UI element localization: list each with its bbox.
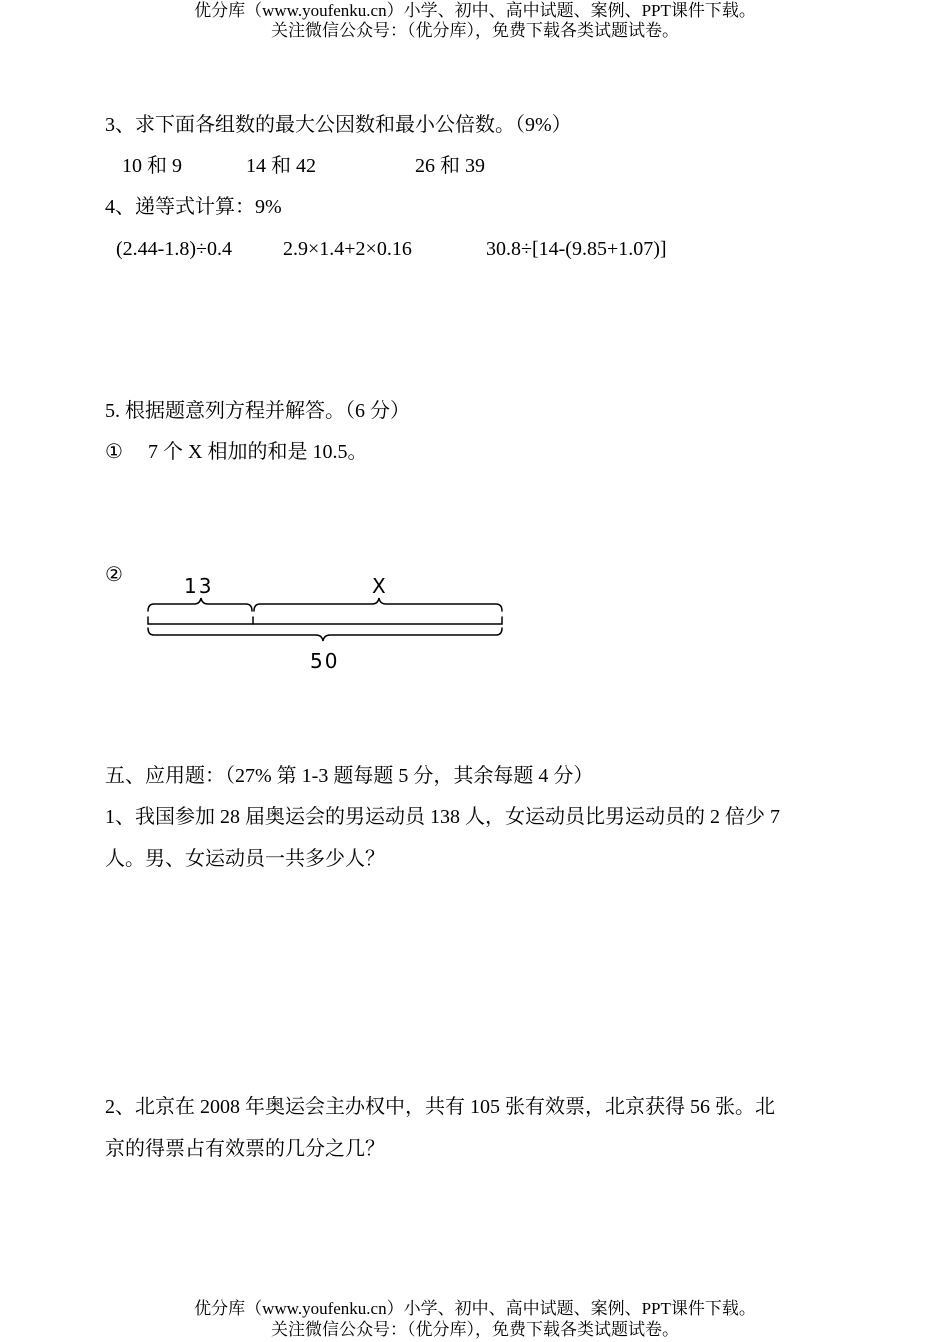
q5-sub1-text: 7 个 X 相加的和是 10.5。 bbox=[148, 441, 368, 463]
q3-item-2: 14 和 42 bbox=[246, 155, 316, 177]
q4-item-1: (2.44-1.8)÷0.4 bbox=[116, 238, 232, 260]
problem2-line2: 京的得票占有效票的几分之几？ bbox=[105, 1138, 385, 1160]
problem2-line1: 2、北京在 2008 年奥运会主办权中，共有 105 张有效票，北京获得 56 张。北 bbox=[105, 1096, 775, 1118]
problem1-line2: 人。男、女运动员一共多少人？ bbox=[105, 848, 385, 870]
q5-sub2-marker: ② bbox=[105, 564, 123, 586]
diagram-label-total: 50 bbox=[310, 649, 340, 673]
segment-diagram bbox=[140, 595, 510, 645]
q5-title: 5. 根据题意列方程并解答。（6 分） bbox=[105, 400, 410, 422]
q3-item-1: 10 和 9 bbox=[122, 155, 182, 177]
q4-item-3: 30.8÷[14-(9.85+1.07)] bbox=[486, 238, 667, 260]
q3-title: 3、求下面各组数的最大公因数和最小公倍数。（9%） bbox=[105, 114, 572, 136]
brace-part-a bbox=[148, 598, 252, 611]
q4-title: 4、递等式计算：9% bbox=[105, 196, 282, 218]
diagram-label-part-a: 13 bbox=[184, 574, 214, 598]
page-footer-line2: 关注微信公众号：（优分库），免费下载各类试题试卷。 bbox=[271, 1320, 679, 1339]
q3-item-3: 26 和 39 bbox=[415, 155, 485, 177]
brace-part-b bbox=[254, 598, 502, 611]
q5-sub1-marker: ① bbox=[105, 441, 123, 463]
problem1-line1: 1、我国参加 28 届奥运会的男运动员 138 人，女运动员比男运动员的 2 倍少 7 bbox=[105, 806, 780, 828]
page-header-line1: 优分库（www.youfenku.cn）小学、初中、高中试题、案例、PPT课件下载。 bbox=[194, 1, 756, 20]
page-footer-line1: 优分库（www.youfenku.cn）小学、初中、高中试题、案例、PPT课件下载。 bbox=[194, 1299, 756, 1318]
diagram-label-part-b: X bbox=[372, 574, 388, 598]
brace-total bbox=[148, 628, 502, 641]
section5-title: 五、应用题：（27% 第 1-3 题每题 5 分，其余每题 4 分） bbox=[105, 765, 594, 787]
page-header-line2: 关注微信公众号：（优分库），免费下载各类试题试卷。 bbox=[271, 21, 679, 40]
q4-item-2: 2.9×1.4+2×0.16 bbox=[283, 238, 412, 260]
